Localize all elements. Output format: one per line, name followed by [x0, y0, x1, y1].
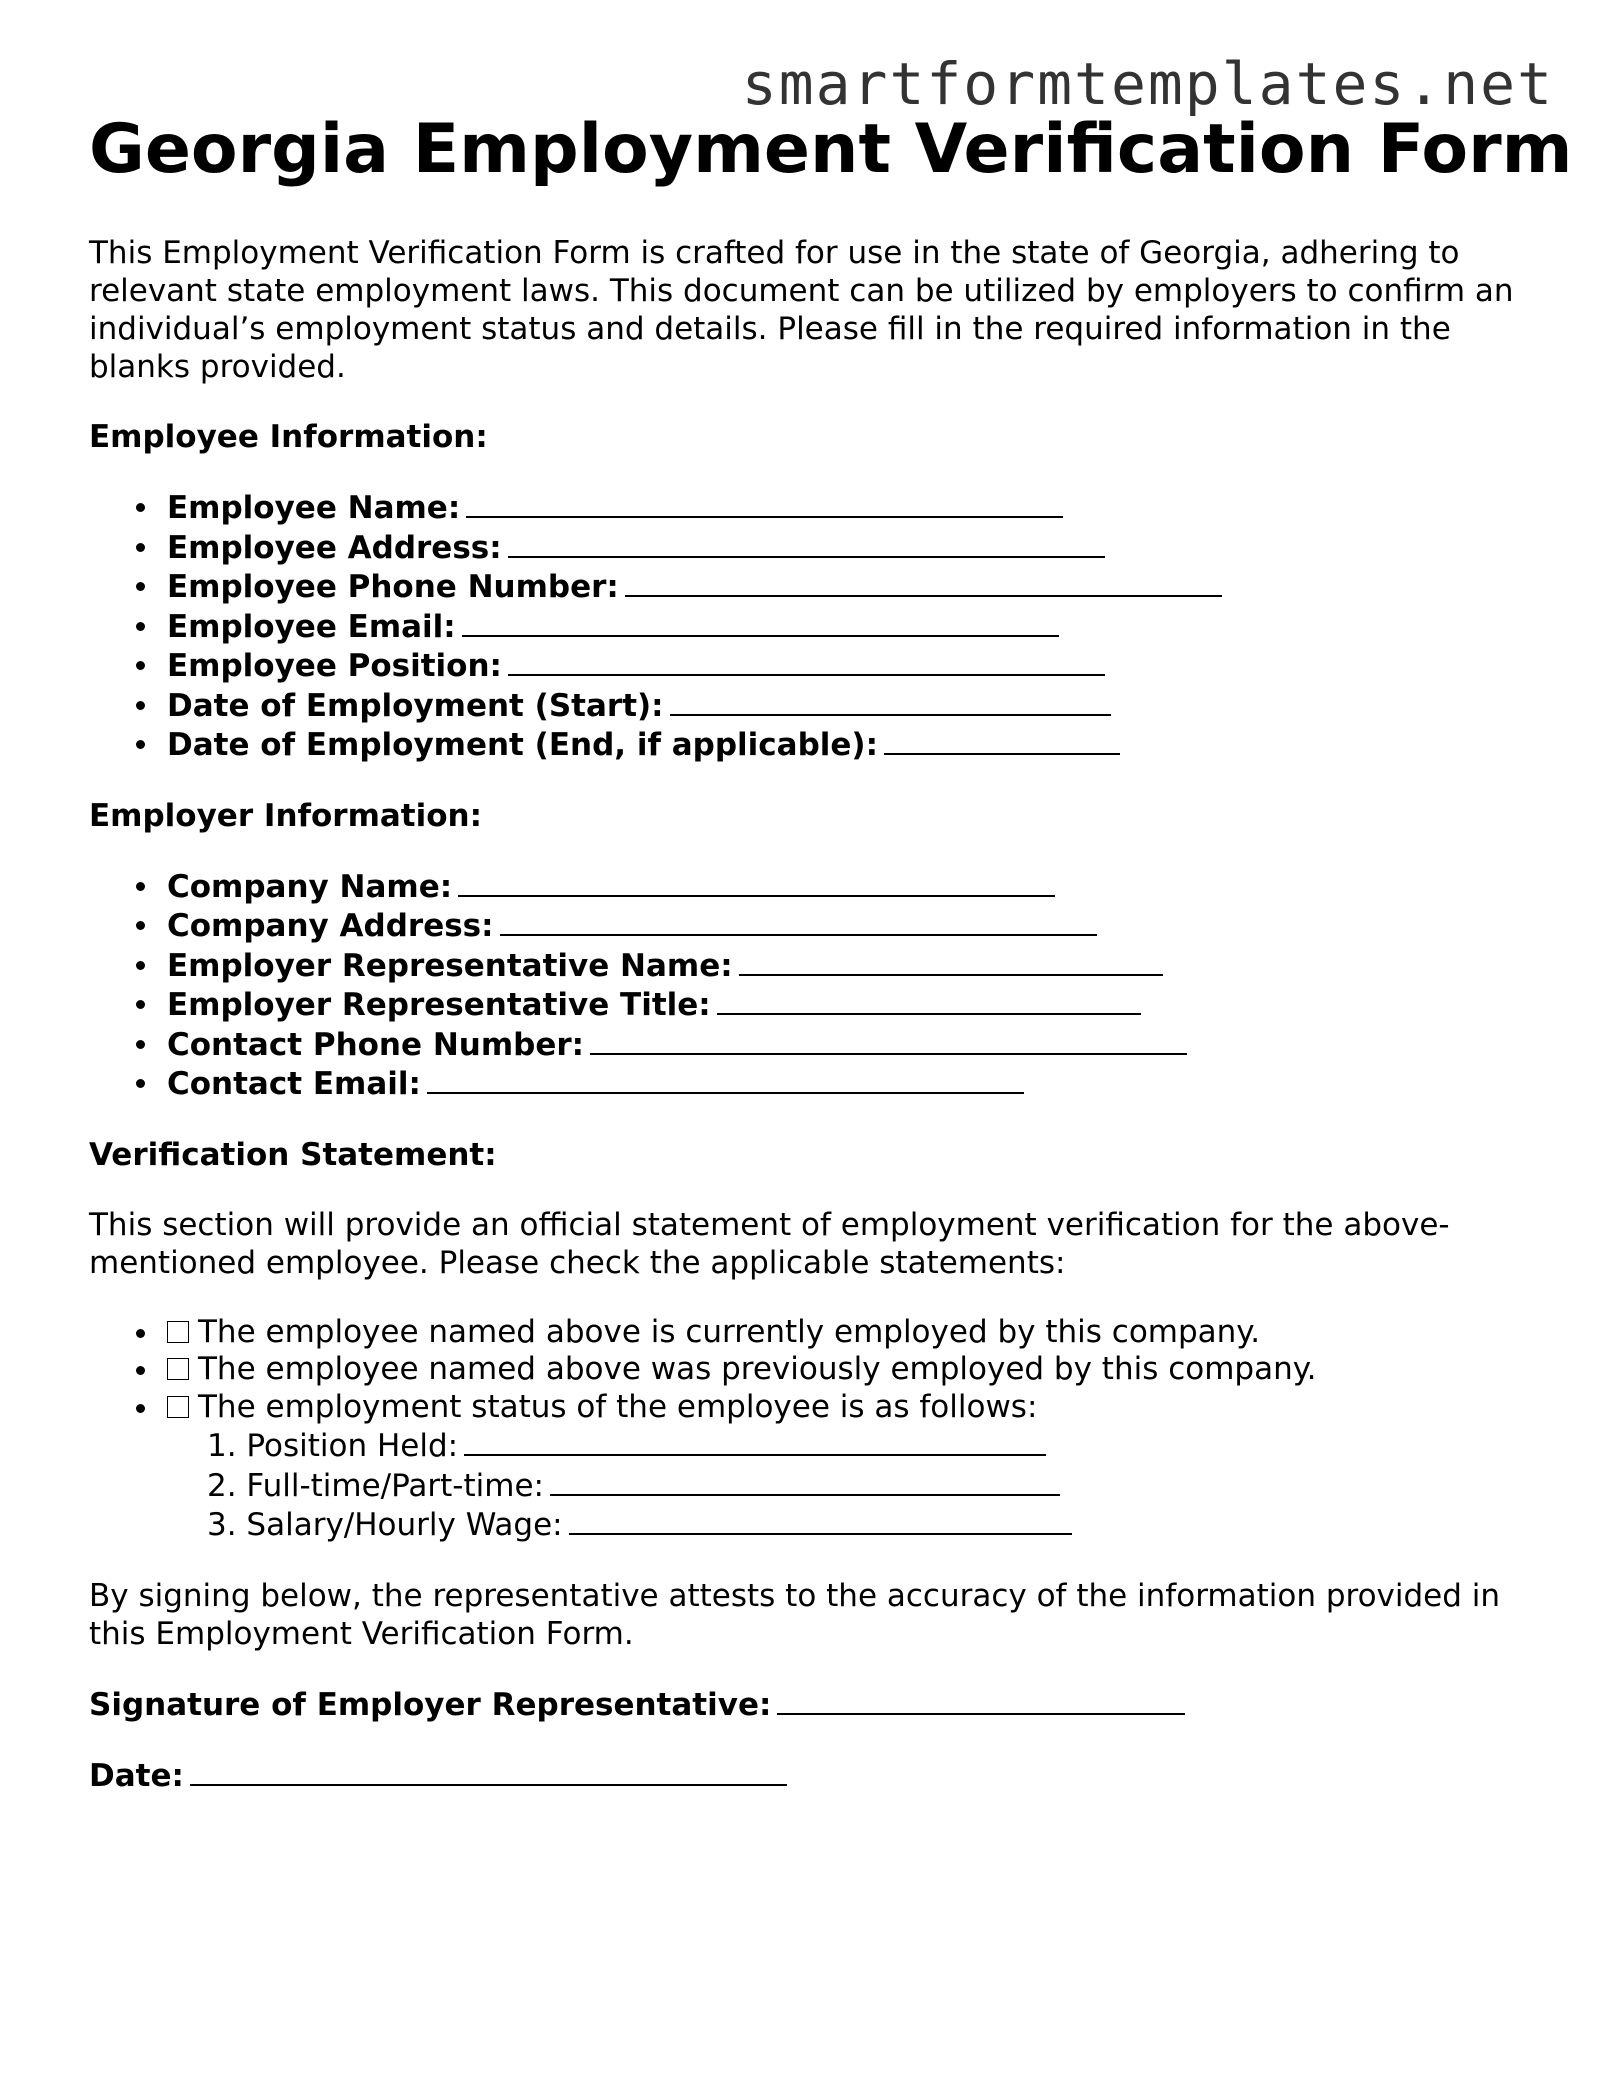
sub-label-position-held: 1. Position Held: [207, 1428, 459, 1464]
signature-blank[interactable] [777, 1685, 1185, 1715]
intro-paragraph: This Employment Verification Form is crafted for use in the state of Georgia, adhering to relevant state employment laws. This document can be utilized by employers to confirm an individual’s employment status and details. Please fill in the required information in the blanks provided. [89, 235, 1514, 385]
list-item [167, 528, 1549, 568]
verification-checklist [89, 1314, 1549, 1545]
end-date-blank[interactable] [884, 725, 1120, 755]
field-label-contact-phone: Contact Phone Number: [167, 1026, 585, 1063]
field-label-start-date: Date of Employment (Start): [167, 687, 664, 724]
list-item [167, 567, 1549, 607]
list-item [167, 686, 1549, 726]
date-label: Date: [89, 1757, 184, 1794]
list-item [167, 1389, 1549, 1545]
start-date-blank[interactable] [670, 686, 1111, 716]
employee-address-blank[interactable] [508, 528, 1105, 558]
check-label-employment-status: The employment status of the employee is as follows: [198, 1388, 1038, 1425]
field-label-contact-email: Contact Email: [167, 1066, 421, 1102]
rep-name-blank[interactable] [739, 946, 1163, 976]
field-label-rep-title: Employer Representative Title: [167, 987, 711, 1023]
list-item [167, 867, 1549, 907]
employee-email-blank[interactable] [462, 607, 1059, 637]
checkbox-currently-employed[interactable] [167, 1321, 189, 1343]
date-blank[interactable] [190, 1756, 787, 1786]
employee-name-blank[interactable] [466, 488, 1063, 518]
contact-phone-blank[interactable] [590, 1025, 1187, 1055]
employer-section-heading: Employer Information: [89, 797, 483, 834]
salary-wage-blank[interactable] [569, 1505, 1072, 1535]
list-item [167, 906, 1549, 946]
sub-label-full-part-time: 2. Full-time/Part-time: [207, 1467, 544, 1504]
list-item [167, 1064, 1549, 1104]
field-label-employee-name: Employee Name: [167, 490, 461, 526]
field-label-end-date: Date of Employment (End, if applicable): [167, 727, 879, 763]
signature-label: Signature of Employer Representative: [89, 1686, 772, 1723]
list-item [167, 488, 1549, 528]
employee-position-blank[interactable] [508, 646, 1105, 676]
list-item [167, 946, 1549, 986]
sub-label-salary-wage: 3. Salary/Hourly Wage: [207, 1507, 563, 1543]
list-item [167, 1466, 1549, 1506]
watermark: smartformtemplates.net [741, 50, 1554, 118]
list-item [167, 646, 1549, 686]
signature-line [89, 1685, 1549, 1724]
list-item [167, 607, 1549, 647]
checkbox-employment-status[interactable] [167, 1396, 189, 1418]
check-label-currently-employed: The employee named above is currently employed by this company. [198, 1313, 1261, 1350]
position-held-blank[interactable] [464, 1426, 1046, 1456]
attestation-paragraph: By signing below, the representative attests to the accuracy of the information provided in this Employment Verification Form. [89, 1577, 1501, 1652]
company-name-blank[interactable] [458, 867, 1055, 897]
list-item [167, 1426, 1549, 1466]
company-address-blank[interactable] [500, 906, 1097, 936]
employee-section-heading: Employee Information: [89, 419, 488, 455]
field-label-company-address: Company Address: [167, 908, 494, 944]
contact-email-blank[interactable] [427, 1064, 1024, 1094]
list-item [167, 725, 1549, 765]
field-label-employee-position: Employee Position: [167, 648, 502, 684]
list-item [167, 985, 1549, 1025]
list-item [167, 1505, 1549, 1545]
field-label-employee-address: Employee Address: [167, 529, 502, 566]
employment-status-sublist [167, 1426, 1549, 1545]
list-item [167, 1314, 1549, 1352]
page-title: Georgia Employment Verification Form [89, 110, 1573, 189]
field-label-employee-phone: Employee Phone Number: [167, 569, 619, 605]
list-item [167, 1351, 1549, 1389]
verification-description: This section will provide an official statement of employment verification for the above-mentioned employee. Please check the applicable statements: [89, 1206, 1450, 1281]
field-label-employee-email: Employee Email: [167, 608, 456, 645]
check-label-previously-employed: The employee named above was previously employed by this company. [198, 1351, 1317, 1387]
field-label-company-name: Company Name: [167, 868, 453, 905]
document-page [89, 110, 1573, 1795]
verification-section-heading: Verification Statement: [89, 1136, 497, 1173]
employee-phone-blank[interactable] [625, 567, 1222, 597]
field-label-rep-name: Employer Representative Name: [167, 947, 733, 984]
checkbox-previously-employed[interactable] [167, 1358, 189, 1380]
list-item [167, 1025, 1549, 1065]
rep-title-blank[interactable] [717, 985, 1141, 1015]
employer-fields-list [89, 867, 1549, 1104]
date-line [89, 1756, 1549, 1795]
employee-fields-list [89, 488, 1549, 765]
full-part-time-blank[interactable] [550, 1466, 1060, 1496]
